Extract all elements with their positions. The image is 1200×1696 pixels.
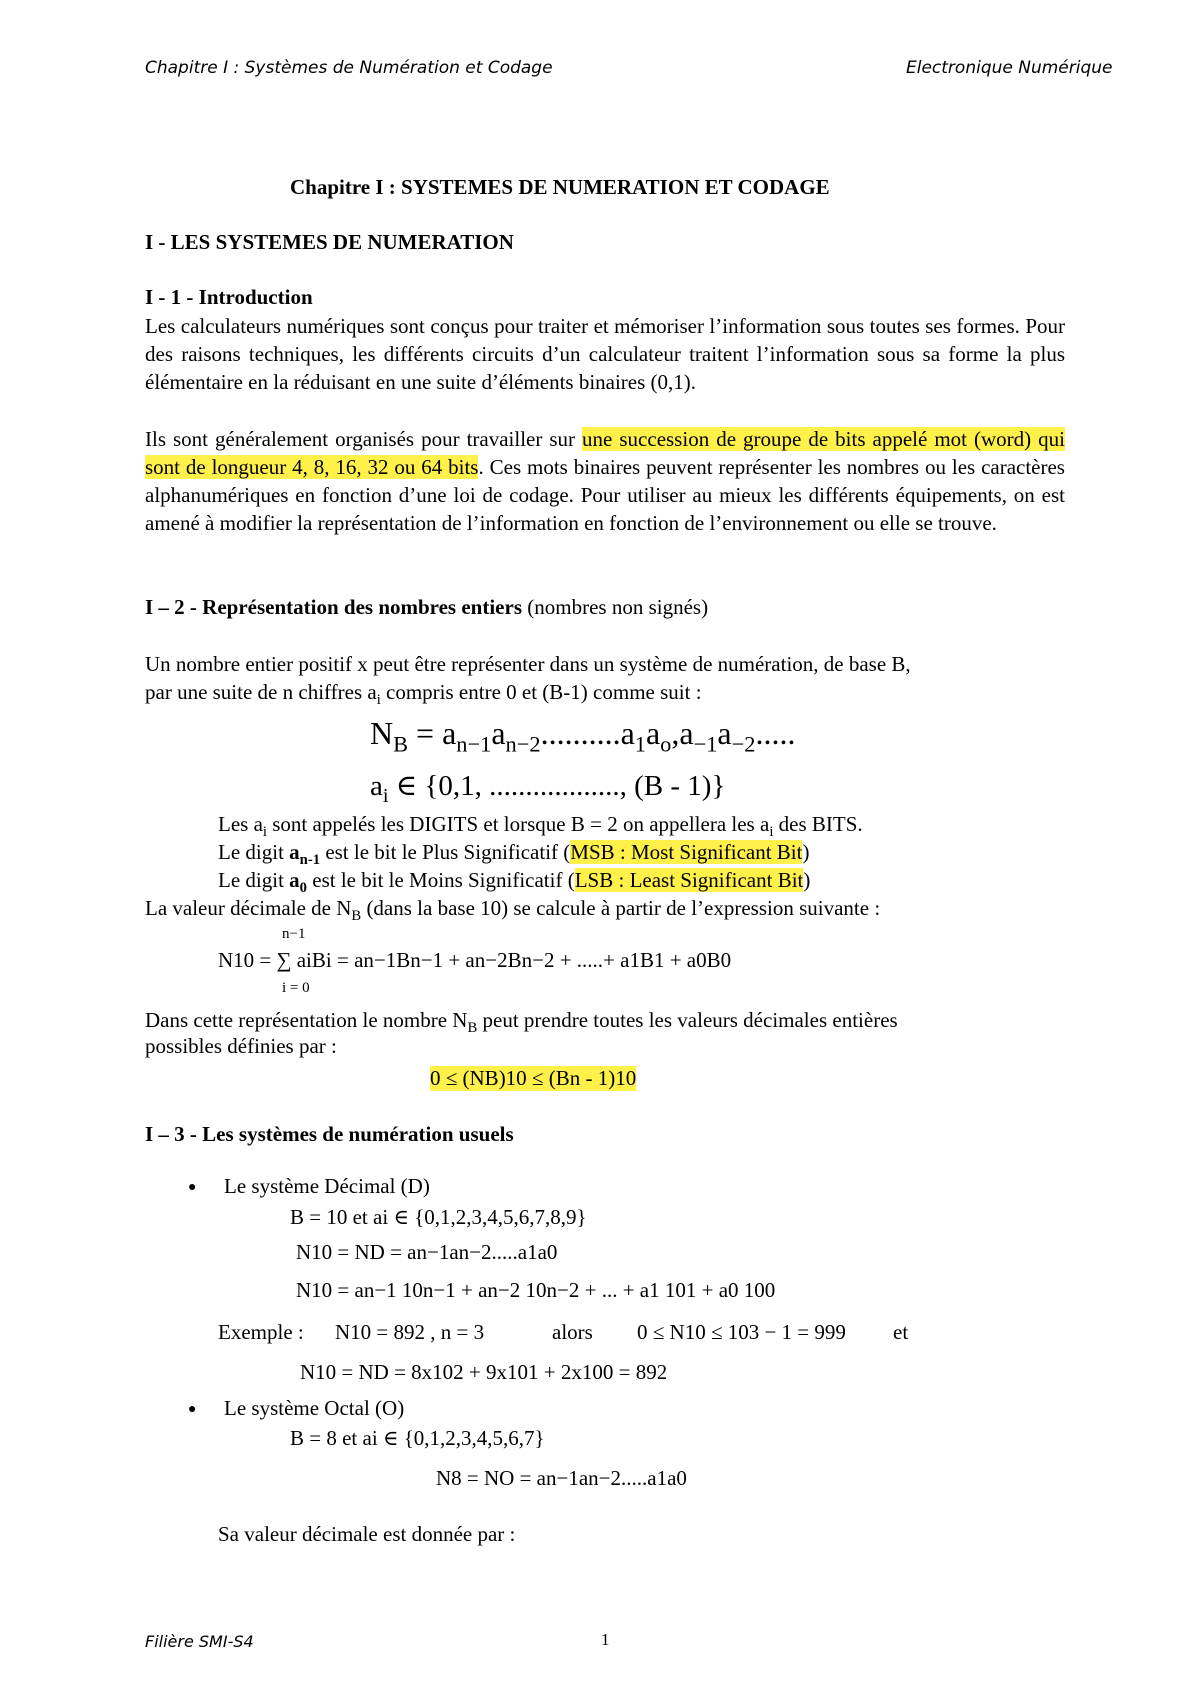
sum-lower-limit: i = 0	[282, 980, 310, 996]
decimal-base-equation: B = 10 et ai ∈ {0,1,2,3,4,5,6,7,8,9}	[290, 1205, 587, 1229]
footer-left: Filière SMI-S4	[145, 1632, 254, 1651]
eq-a: a	[370, 770, 383, 802]
t: )	[803, 868, 811, 892]
msb-definition	[218, 840, 809, 869]
example-expansion: N10 = ND = 8x102 + 9x101 + 2x100 = 892	[300, 1360, 668, 1384]
sub: i	[769, 824, 774, 841]
heading-bold: I – 2 - Représentation des nombres entiers	[145, 595, 522, 619]
t: des BITS.	[773, 812, 863, 836]
repr-line-2-text: par une suite de n chiffres a	[145, 680, 377, 704]
t: Le digit	[218, 868, 290, 892]
eq-a: a	[491, 715, 506, 751]
decimal-system-label: Le système Décimal (D)	[224, 1174, 430, 1198]
example-et: et	[893, 1320, 909, 1344]
intro-p2-end: . Ces mots binaires peuvent représenter les nombres ou les caractères alphanumériques en fonction d’une loi de codage. Pour utiliser au mieux les différents équipements, on est amené à modifier la représentation de l’information en fonction de l’environnement ou elle se trouve.	[145, 455, 1065, 535]
example-inequality: 0 ≤ N10 ≤ 103 − 1 = 999	[637, 1320, 846, 1344]
eq-tail: ,a	[671, 715, 694, 751]
t: Les a	[218, 812, 263, 836]
t: Le digit	[218, 840, 290, 864]
sum-equation: N10 = ∑ aiBi = an−1Bn−1 + an−2Bn−2 + .....+ a1B1 + a0B0	[218, 948, 732, 972]
representation-range-line2: possibles définies par :	[145, 1034, 337, 1058]
lsb-definition	[218, 868, 810, 897]
bold-a: a	[289, 840, 300, 864]
bullet-icon: ●	[188, 1180, 197, 1195]
sub: 0	[299, 880, 307, 897]
t: )	[802, 840, 810, 864]
eq-sub: n−1	[456, 731, 492, 757]
eq-a: a	[717, 715, 732, 751]
example-alors: alors	[552, 1320, 593, 1344]
heading-normal: (nombres non signés)	[522, 595, 709, 619]
repr-line-1: Un nombre entier positif x peut être représenter dans un système de numération, de base B,	[145, 652, 911, 676]
bullet-icon: ●	[188, 1402, 197, 1417]
running-header-left: Chapitre I : Systèmes de Numération et Codage	[145, 58, 553, 78]
highlight-lsb: LSB : Least Significant Bit	[574, 868, 804, 892]
intro-paragraph-2	[145, 425, 1065, 537]
eq-n: N	[370, 715, 394, 751]
sub-i: i	[376, 692, 381, 709]
example-label: Exemple :	[218, 1320, 304, 1344]
eq-sub: 1	[634, 731, 646, 757]
intro-p2-start: Ils sont généralement organisés pour travailler sur	[145, 427, 583, 451]
decimal-value-intro	[145, 896, 880, 925]
range-formula: 0 ≤ (NB)10 ≤ (Bn - 1)10	[430, 1066, 637, 1090]
example-equation: N10 = 892 , n = 3	[335, 1320, 485, 1344]
equation-digit-set	[370, 768, 725, 808]
eq-a: a	[645, 715, 661, 751]
decimal-n-equation: N10 = ND = an−1an−2.....a1a0	[296, 1240, 558, 1264]
t: Dans cette représentation le nombre N	[145, 1008, 468, 1032]
eq-end: .....	[755, 715, 796, 751]
sum-upper-limit: n−1	[282, 926, 306, 942]
octal-system-label: Le système Octal (O)	[224, 1396, 405, 1420]
sub: i	[262, 824, 267, 841]
sub: B	[351, 908, 362, 925]
eq-body: = a	[408, 715, 457, 751]
running-header-right: Electronique Numérique	[906, 58, 1113, 78]
sub: n-1	[299, 852, 321, 869]
t: (dans la base 10) se calcule à partir de l’expression suivante :	[361, 896, 881, 920]
eq-sub-i: i	[382, 784, 389, 807]
repr-line-2-rest: compris entre 0 et (B-1) comme suit :	[380, 680, 702, 704]
octal-decimal-value-intro: Sa valeur décimale est donnée par :	[218, 1522, 516, 1546]
highlight-msb: MSB : Most Significant Bit	[570, 840, 803, 864]
eq-sub: −2	[731, 731, 756, 757]
eq-sub: −1	[693, 731, 718, 757]
page-title: Chapitre I : SYSTEMES DE NUMERATION ET CODAGE	[290, 175, 830, 199]
digits-definition	[218, 812, 863, 841]
bold-a: a	[289, 868, 300, 892]
t: est le bit le Plus Significatif (	[320, 840, 571, 864]
decimal-expansion-equation: N10 = an−1 10n−1 + an−2 10n−2 + ... + a1 101 + a0 100	[296, 1278, 776, 1302]
highlight-word-definition: une succession de groupe de bits appelé mot (word) qui sont de longueur 4, 8, 16, 32 ou 64 bits	[145, 427, 1065, 479]
eq-set: ∈ {0,1, .................., (B - 1)}	[388, 770, 726, 802]
eq-dots: ..........a	[540, 715, 635, 751]
eq-sub: o	[660, 731, 672, 757]
t: sont appelés les DIGITS et lorsque B = 2 on appellera les a	[267, 812, 770, 836]
page-number: 1	[601, 1630, 610, 1649]
subsection-heading-intro: I - 1 - Introduction	[145, 285, 313, 309]
subsection-heading-representation	[145, 595, 708, 620]
octal-base-equation: B = 8 et ai ∈ {0,1,2,3,4,5,6,7}	[290, 1426, 545, 1450]
eq-sub-b: B	[393, 731, 409, 757]
eq-sub: n−2	[505, 731, 541, 757]
sub: B	[467, 1020, 478, 1037]
t: La valeur décimale de N	[145, 896, 352, 920]
equation-number-representation	[370, 715, 795, 757]
subsection-heading-usual-systems: I – 3 - Les systèmes de numération usuels	[145, 1122, 514, 1146]
intro-paragraph-1: Les calculateurs numériques sont conçus pour traiter et mémoriser l’information sous toutes ses formes. Pour des raisons techniques, les différents circuits d’un calculateur traitent l’information sous sa forme la plus élémentaire en la réduisant en une suite d’éléments binaires (0,1).	[145, 314, 1065, 394]
t: peut prendre toutes les valeurs décimales entières	[477, 1008, 898, 1032]
t: est le bit le Moins Significatif (	[307, 868, 575, 892]
section-heading: I - LES SYSTEMES DE NUMERATION	[145, 230, 514, 254]
octal-n-equation: N8 = NO = an−1an−2.....a1a0	[436, 1466, 687, 1490]
repr-line-2	[145, 680, 702, 709]
